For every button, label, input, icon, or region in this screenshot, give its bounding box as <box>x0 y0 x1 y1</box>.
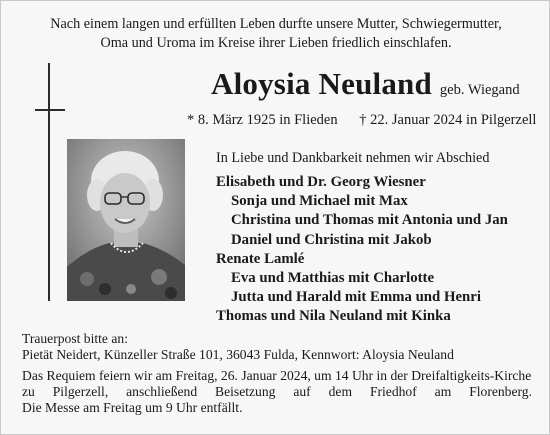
birth-date: * 8. März 1925 in Flieden <box>187 112 338 128</box>
requiem-line-1: Das Requiem feiern wir am Freitag, 26. Januar 2024, um 14 Uhr in der Dreifaltigkeits-Kirche <box>22 368 532 383</box>
requiem-line-2: zu Pilgerzell, anschließend Beisetzung auf dem Friedhof am Florenberg. <box>22 384 532 399</box>
mourner-line: Christina und Thomas mit Antonia und Jan <box>231 212 508 229</box>
mourners-list <box>216 173 508 327</box>
death-date: † 22. Januar 2024 in Pilgerzell <box>359 112 537 128</box>
mourner-line: Eva und Matthias mit Charlotte <box>231 270 435 287</box>
intro-text <box>21 15 531 52</box>
life-dates <box>187 112 536 129</box>
portrait-photo <box>67 139 185 301</box>
intro-line-1: Nach einem langen und erfüllten Leben durfte unsere Mutter, Schwiegermutter, <box>50 16 502 32</box>
mourner-line: Sonja und Michael mit Max <box>231 193 408 210</box>
mass-note: Die Messe am Freitag um 9 Uhr entfällt. <box>22 400 243 415</box>
intro-line-2: Oma und Uroma im Kreise ihrer Lieben friedlich einschlafen. <box>100 34 452 51</box>
cross-icon <box>48 63 50 301</box>
deceased-name: Aloysia Neuland <box>211 66 432 101</box>
mourner-line: Daniel und Christina mit Jakob <box>231 231 432 248</box>
mourner-line: Jutta und Harald mit Emma und Henri <box>231 289 481 306</box>
deceased-name-row <box>211 66 520 102</box>
mourner-line: Renate Lamlé <box>216 250 305 267</box>
mourner-line: Elisabeth und Dr. Georg Wiesner <box>216 174 426 190</box>
post-label: Trauerpost bitte an: <box>22 331 128 346</box>
mourner-line: Thomas und Nila Neuland mit Kinka <box>216 308 451 325</box>
mourning-line: In Liebe und Dankbarkeit nehmen wir Abschied <box>216 150 490 166</box>
maiden-name: geb. Wiegand <box>439 82 520 98</box>
footer-info <box>22 331 532 416</box>
post-address: Pietät Neidert, Künzeller Straße 101, 36043 Fulda, Kennwort: Aloysia Neuland <box>22 347 454 362</box>
cross-icon-bar <box>35 109 65 111</box>
